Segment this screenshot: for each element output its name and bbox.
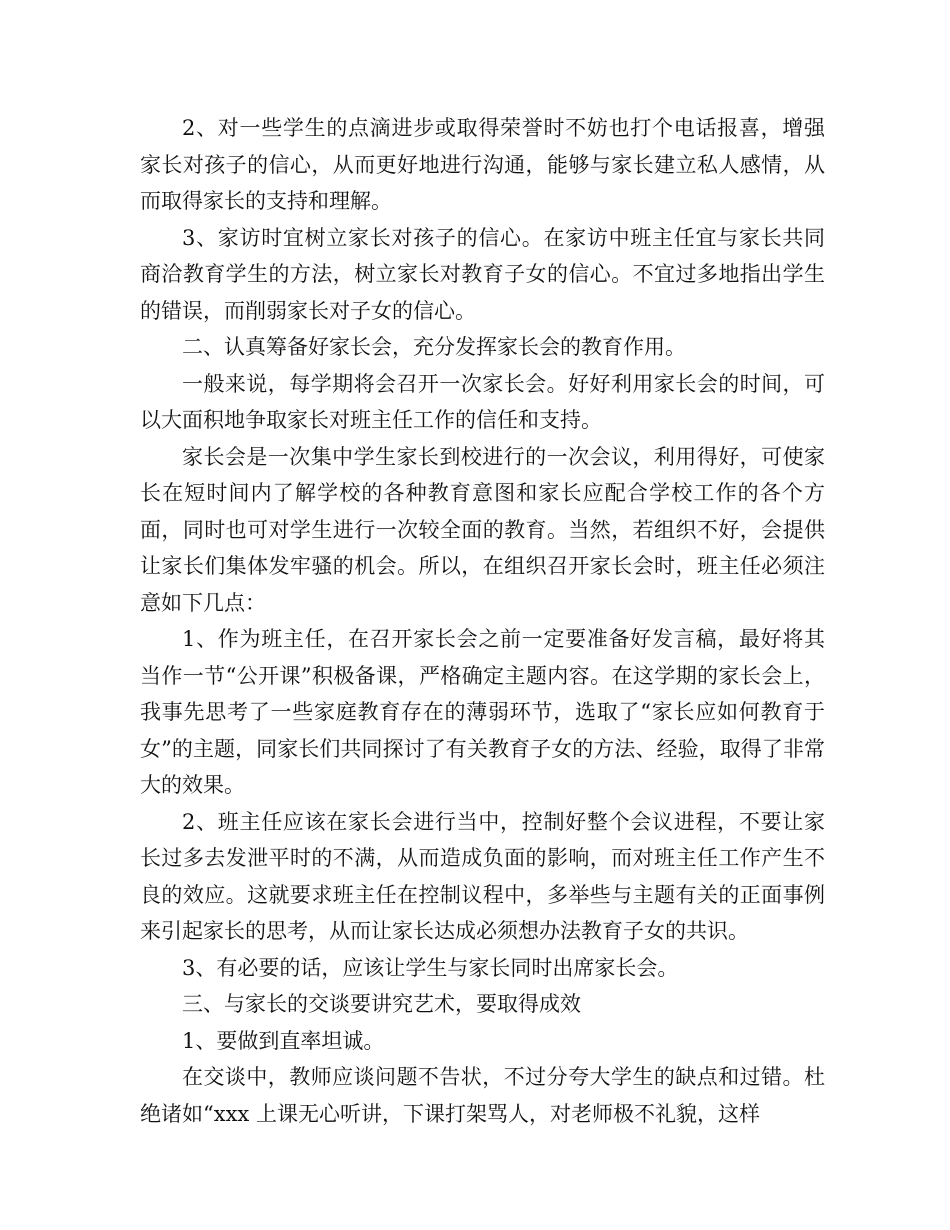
document-body <box>140 110 825 1132</box>
paragraph: 3、有必要的话，应该让学生与家长同时出席家长会。 <box>182 955 679 980</box>
subheading: 1、要做到直率坦诚。 <box>182 1028 385 1053</box>
paragraph: 一般来说，每学期将会召开一次家长会。好好利用家长会的时间，可以大面积地争取家长对班主任工作的信任和支持。 <box>140 371 825 432</box>
paragraph: 2、班主任应该在家长会进行当中，控制好整个会议进程，不要让家长过多去发泄平时的不满，从而造成负面的影响，而对班主任工作产生不良的效应。这就要求班主任在控制议程中，多举些与主题有关的正面事例来引起家长的思考，从而让家长达成必须想办法教育子女的共识。 <box>140 809 825 943</box>
paragraph: 在交谈中，教师应谈问题不告状，不过分夸大学生的缺点和过错。杜绝诸如“xxx 上课无心听讲，下课打架骂人，对老师极不礼貌，这样 <box>140 1065 825 1126</box>
paragraph: 3、家访时宜树立家长对孩子的信心。在家访中班主任宜与家长共同商洽教育学生的方法，树立家长对教育子女的信心。不宜过多地指出学生的错误，而削弱家长对子女的信心。 <box>140 225 825 323</box>
section-heading: 二、认真筹备好家长会，充分发挥家长会的教育作用。 <box>182 335 686 359</box>
paragraph: 2、对一些学生的点滴进步或取得荣誉时不妨也打个电话报喜，增强家长对孩子的信心，从而更好地进行沟通，能够与家长建立私人感情，从而取得家长的支持和理解。 <box>140 116 825 213</box>
paragraph: 1、作为班主任，在召开家长会之前一定要准备好发言稿，最好将其当作一节“公开课”积极备课，严格确定主题内容。在这学期的家长会上，我事先思考了一些家庭教育存在的薄弱环节，选取了“家长应如何教育于女”的主题，同家长们共同探讨了有关教育子女的方法、经验，取得了非常大的效果。 <box>140 627 825 797</box>
paragraph: 家长会是一次集中学生家长到校进行的一次会议，利用得好，可使家长在短时间内了解学校的各种教育意图和家长应配合学校工作的各个方面，同时也可对学生进行一次较全面的教育。当然，若组织不好，会提供让家长们集体发牢骚的机会。所以，在组织召开家长会时，班主任必须注意如下几点： <box>140 444 825 615</box>
section-heading: 三、与家长的交谈要讲究艺术，要取得成效 <box>182 992 581 1016</box>
